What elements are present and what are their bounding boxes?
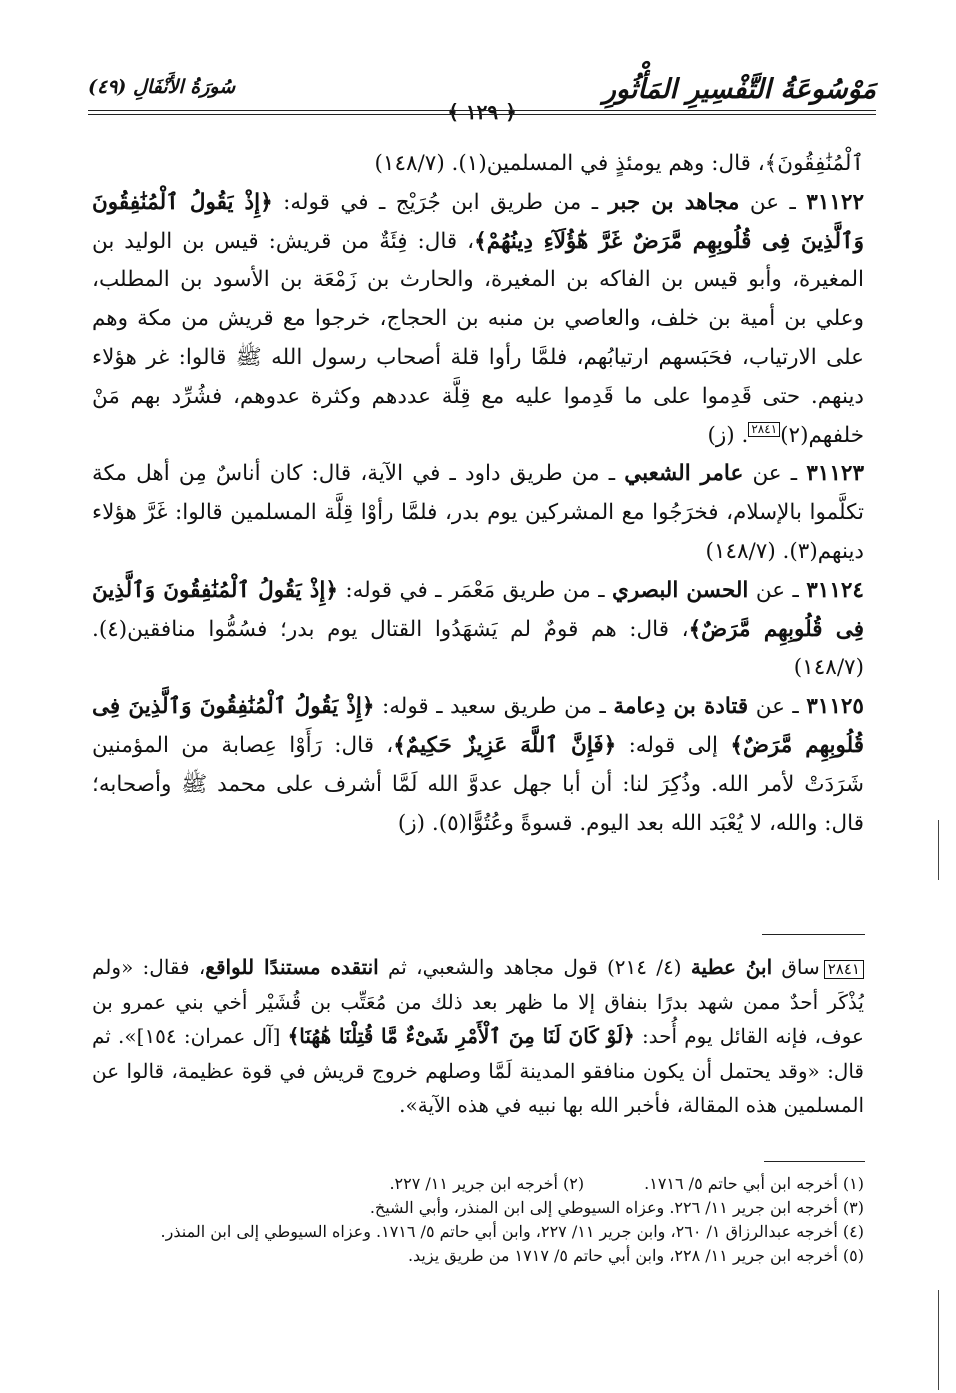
paragraph-continuation: ٱلْمُنَٰفِقُونَ﴾، قال: وهم يومئذٍ في المسلمين(١). (١٤٨/٧) bbox=[374, 151, 864, 176]
running-header bbox=[88, 72, 876, 122]
commentary-reference-box: ٢٨٤١ bbox=[748, 422, 780, 437]
footnote-2: (٢) أخرجه ابن جرير ١١/ ٢٢٧. bbox=[389, 1174, 585, 1193]
page-number: ﴿ ١٢٩ ﴾ bbox=[447, 100, 517, 124]
narrator-name: قتادة بن دِعامة bbox=[613, 694, 749, 720]
footnote-5: (٥) أخرجه ابن جرير ١١/ ٢٢٨، وابن أبي حاتم ٥/ ١٧١٧ من طريق يزيد. bbox=[407, 1246, 864, 1265]
commentary-block: ٢٨٤١ساق ابنُ عطية (٤/ ٢١٤) قول مجاهد والشعبي، ثم انتقده مستندًا للواقع، فقال: «ولم يُذْكَر أحدٌ ممن شهد بدرًا بنفاق إلا ما ظهر بعد ذلك من مُعَتِّب بن قُشَيْر أخي بني عمرو بن عوف، فإنه القائل يوم أُحد: ﴿لَوْ كَانَ لَنَا مِنَ ٱلْأَمْرِ شَىْءٌ مَّا قُتِلْنَا هَٰهُنَا﴾ [آل عمران: ١٥٤]». ثم قال: «وقد يحتمل أن يكون منافقو المدينة لَمَّا وصلهم خروج قريش في قوة عظيمة، قالوا عن المسلمين هذه المقالة، فأخبر الله بها نبيه في هذه الآية». bbox=[92, 955, 864, 1117]
narration-31125: ٣١١٢٥ ـ عن قتادة بن دِعامة ـ من طريق سعيد ـ قوله: ﴿إِذْ يَقُولُ ٱلْمُنَٰفِقُونَ وَٱلَّذِينَ فِى قُلُوبِهِم مَّرَضٌ﴾ إلى قوله: ﴿فَإِنَّ ٱللَّهَ عَزِيزٌ حَكِيمٌ﴾، قال: رَأَوْا عِصابة من المؤمنين شَرَدَتْ لأمر الله. وذُكِرَ لنا: أن أبا جهل عدوَّ الله لَمَّا أشرف على محمد ﷺ وأصحابه؛ قال: والله، لا يُعْبَد الله بعد اليوم. قسوةً وعُتُوًّا(٥). (ز) bbox=[92, 694, 864, 836]
narration-number: ٣١١٢٥ bbox=[806, 694, 864, 720]
narrator-name: الحسن البصري bbox=[611, 577, 749, 603]
commentary-separator bbox=[762, 934, 865, 935]
header-rule bbox=[88, 110, 876, 111]
footnote-4: (٤) أخرجه عبدالرزاق ١/ ٢٦٠، وابن جرير ١١/ ٢٢٧، وابن أبي حاتم ٥/ ١٧١٦. وعزاه السيوطي إلى ابن المنذر. bbox=[160, 1222, 864, 1241]
footnote-separator bbox=[764, 1161, 865, 1162]
quran-quote: ﴿إِذْ يَقُولُ ٱلْمُنَٰفِقُونَ وَٱلَّذِينَ فِى قُلُوبِهِم مَّرَضٌ غَرَّ هَٰٓؤُلَآءِ دِينُهُمْ﴾ bbox=[92, 189, 864, 254]
quran-quote: ﴿إِذْ يَقُولُ ٱلْمُنَٰفِقُونَ وَٱلَّذِينَ فِى قُلُوبِهِم مَّرَضٌ﴾ bbox=[92, 577, 864, 642]
narration-number: ٣١١٢٤ bbox=[806, 577, 864, 603]
quran-quote: ﴿إِذْ يَقُولُ ٱلْمُنَٰفِقُونَ وَٱلَّذِينَ فِى قُلُوبِهِم مَّرَضٌ﴾ bbox=[92, 694, 864, 758]
footnote-1: (١) أخرجه ابن أبي حاتم ٥/ ١٧١٦. bbox=[644, 1174, 864, 1193]
margin-line bbox=[938, 1290, 939, 1390]
narrator-name: عامر الشعبي bbox=[624, 461, 744, 487]
quran-quote: ﴿فَإِنَّ ٱللَّهَ عَزِيزٌ حَكِيمٌ﴾ bbox=[393, 732, 617, 758]
book-title: مَوْسُوعَةُ التَّفْسِيرِ المَأْثُورِ bbox=[602, 74, 876, 105]
header-rule-lower bbox=[88, 114, 876, 115]
narration-number: ٣١١٢٣ bbox=[806, 461, 864, 487]
margin-line bbox=[938, 820, 939, 880]
footnotes bbox=[80, 1172, 864, 1342]
scholar-name: ابنُ عطية bbox=[690, 955, 773, 979]
surah-name: سُورَةُ الأَنْفَالِ (٤٩) bbox=[88, 76, 236, 98]
narration-number: ٣١١٢٢ bbox=[806, 189, 864, 215]
commentary-number-box: ٢٨٤١ bbox=[824, 960, 864, 979]
narrator-name: مجاهد بن جبر bbox=[608, 189, 740, 215]
quran-quote: ﴿لَوْ كَانَ لَنَا مِنَ ٱلْأَمْرِ شَىْءٌ مَّا قُتِلْنَا هَٰهُنَا﴾ bbox=[287, 1024, 635, 1048]
footnote-3: (٣) أخرجه ابن جرير ١١/ ٢٢٦. وعزاه السيوطي إلى ابن المنذر، وأبي الشيخ. bbox=[369, 1198, 864, 1217]
narration-31123: ٣١١٢٣ ـ عن عامر الشعبي ـ من طريق داود ـ في الآية، قال: كان أناسٌ مِن أهل مكة تكلَّموا بالإسلام، فخرَجُوا مع المشركين يوم بدر، فلمَّا رأوْا قِلَّة المسلمين قالوا: غَرَّ هؤلاء دينهم(٣). (١٤٨/٧) bbox=[92, 461, 864, 564]
main-text bbox=[92, 145, 864, 925]
narration-31124: ٣١١٢٤ ـ عن الحسن البصري ـ من طريق مَعْمَر ـ في قوله: ﴿إِذْ يَقُولُ ٱلْمُنَٰفِقُونَ وَٱلَّذِينَ فِى قُلُوبِهِم مَّرَضٌ﴾، قال: هم قومٌ لم يَشهَدُوا القتال يوم بدر؛ فسُمُّوا منافقين(٤). (١٤٨/٧) bbox=[92, 577, 864, 681]
commentary-emphasis: انتقده مستندًا للواقع bbox=[205, 955, 379, 979]
narration-31122: ٣١١٢٢ ـ عن مجاهد بن جبر ـ من طريق ابن جُرَيْج ـ في قوله: ﴿إِذْ يَقُولُ ٱلْمُنَٰفِقُونَ وَٱلَّذِينَ فِى قُلُوبِهِم مَّرَضٌ غَرَّ هَٰٓؤُلَآءِ دِينُهُمْ﴾، قال: فِئَةٌ من قريش: قيس بن الوليد بن المغيرة، وأبو قيس بن الفاكه بن المغيرة، والحارث بن زَمْعَة بن الأسود بن المطلب، وعلي بن أمية بن خلف، والعاصي بن منبه بن الحجاج، خرجوا مع قريش من مكة وهم على الارتياب، فحَبَسهم ارتيابُهم، فلمَّا رأوا قلة أصحاب رسول الله ﷺ قالوا: غر هؤلاء دينهم. حتى قَدِموا على ما قَدِموا عليه مع قِلَّة عددهم وكثرة عدوهم، فشُرِّد بهم مَنْ خلفهم(٢)٢٨٤١. (ز) bbox=[92, 189, 864, 448]
